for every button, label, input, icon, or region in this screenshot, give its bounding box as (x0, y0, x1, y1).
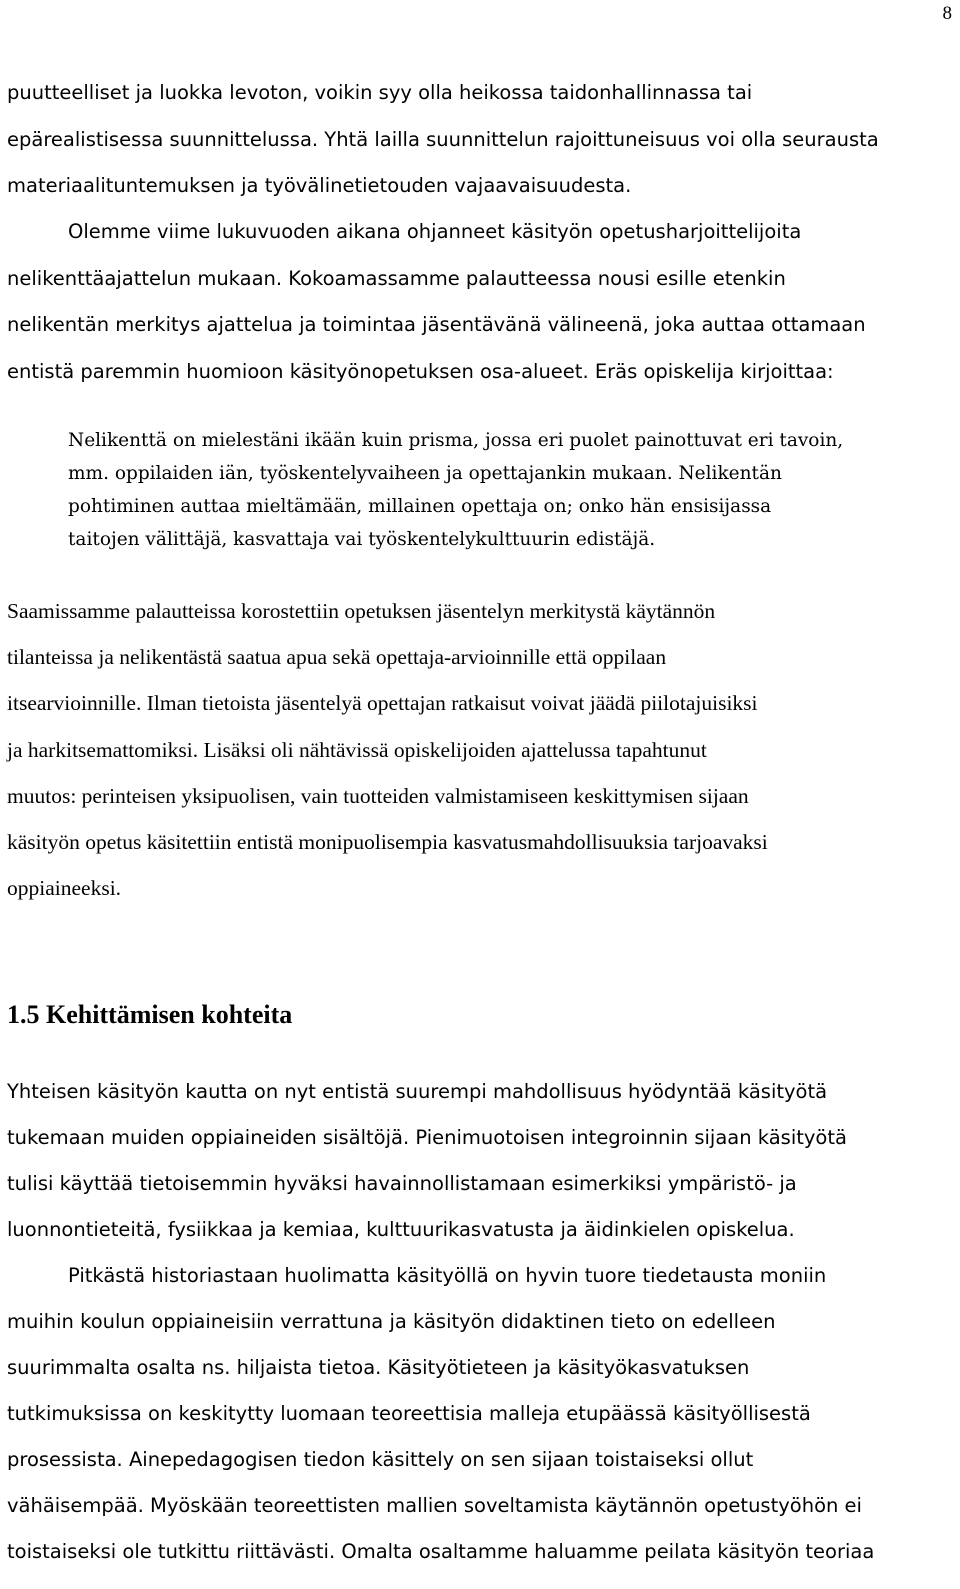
text-line: suurimmalta osalta ns. hiljaista tietoa. Käsityötieteen ja käsityökasvatuksen (7, 1356, 750, 1379)
text-line: oppiaineeksi. (7, 876, 122, 901)
text-line: toistaiseksi ole tutkittu riittävästi. Omalta osaltamme haluamme peilata käsityön teoriaa (7, 1540, 875, 1563)
text-line: käsityön opetus käsitettiin entistä monipuolisempia kasvatusmahdollisuuksia tarjoavaksi (7, 830, 768, 855)
quote-line: mm. oppilaiden iän, työskentelyvaiheen ja opettajankin mukaan. Nelikentän (68, 463, 782, 484)
text-line: luonnontieteitä, fysiikkaa ja kemiaa, kulttuurikasvatusta ja äidinkielen opiskelua. (7, 1218, 795, 1241)
student-quote (68, 424, 948, 556)
text-line: muihin koulun oppiaineisiin verrattuna ja käsityön didaktinen tieto on edelleen (7, 1310, 776, 1333)
paragraph-supervision (7, 209, 953, 395)
text-line: ja harkitsemattomiksi. Lisäksi oli nähtävissä opiskelijoiden ajattelussa tapahtunut (7, 737, 707, 762)
text-line: Saamissamme palautteissa korostettiin opetuksen jäsentelyn merkitystä käytännön (7, 599, 716, 623)
text-line: vähäisempää. Myöskään teoreettisten mallien soveltamista käytännön opetustyöhön ei (7, 1494, 862, 1517)
paragraph-research (7, 1253, 953, 1575)
text-line: muutos: perinteisen yksipuolisen, vain tuotteiden valmistamiseen keskittymisen sijaan (7, 783, 749, 808)
text-line: tutkimuksissa on keskitytty luomaan teoreettisia malleja etupäässä käsityöllisestä (7, 1402, 811, 1425)
paragraph-feedback (7, 588, 953, 911)
text-line: tilanteissa ja nelikentästä saatua apua sekä opettaja-arvioinnille että oppilaan (7, 645, 667, 670)
text-line: itsearvioinnille. Ilman tietoista jäsentelyä opettajan ratkaisut voivat jäädä piilotajuisiksi (7, 691, 758, 716)
text-line: puutteelliset ja luokka levoton, voikin syy olla heikossa taidonhallinnassa tai (7, 81, 753, 104)
text-line: Olemme viime lukuvuoden aikana ohjanneet käsityön opetusharjoittelijoita (68, 220, 802, 243)
quote-line: Nelikenttä on mielestäni ikään kuin prisma, jossa eri puolet painottuvat eri tavoin, (68, 430, 844, 451)
text-line: tukemaan muiden oppiaineiden sisältöjä. Pienimuotoisen integroinnin sijaan käsityötä (7, 1126, 847, 1149)
quote-line: pohtiminen auttaa mieltämään, millainen opettaja on; onko hän ensisijassa (68, 496, 772, 517)
text-line: nelikenttäajattelun mukaan. Kokoamassamme palautteessa nousi esille etenkin (7, 266, 786, 290)
text-line: epärealistisessa suunnittelussa. Yhtä lailla suunnittelun rajoittuneisuus voi olla seurausta (7, 127, 879, 151)
text-line: Pitkästä historiastaan huolimatta käsityöllä on hyvin tuore tiedetausta moniin (68, 1264, 827, 1287)
text-line: nelikentän merkitys ajattelua ja toimintaa jäsentävänä välineenä, joka auttaa ottamaan (7, 313, 866, 336)
text-line: tulisi käyttää tietoisemmin hyväksi havainnollistamaan esimerkiksi ympäristö- ja (7, 1172, 797, 1195)
section-heading: 1.5 Kehittämisen kohteita (7, 1000, 293, 1029)
paragraph-continuation (7, 70, 953, 210)
text-line: Yhteisen käsityön kautta on nyt entistä suurempi mahdollisuus hyödyntää käsityötä (7, 1080, 828, 1103)
page-number: 8 (942, 3, 952, 24)
quote-line: taitojen välittäjä, kasvattaja vai työskentelykulttuurin edistäjä. (68, 529, 656, 550)
paragraph-integration (7, 1069, 953, 1253)
text-line: materiaalituntemuksen ja työvälinetietouden vajaavaisuudesta. (7, 174, 632, 197)
text-line: entistä paremmin huomioon käsityönopetuksen osa-alueet. Eräs opiskelija kirjoittaa: (7, 359, 834, 383)
text-line: prosessista. Ainepedagogisen tiedon käsittely on sen sijaan toistaiseksi ollut (7, 1448, 754, 1471)
